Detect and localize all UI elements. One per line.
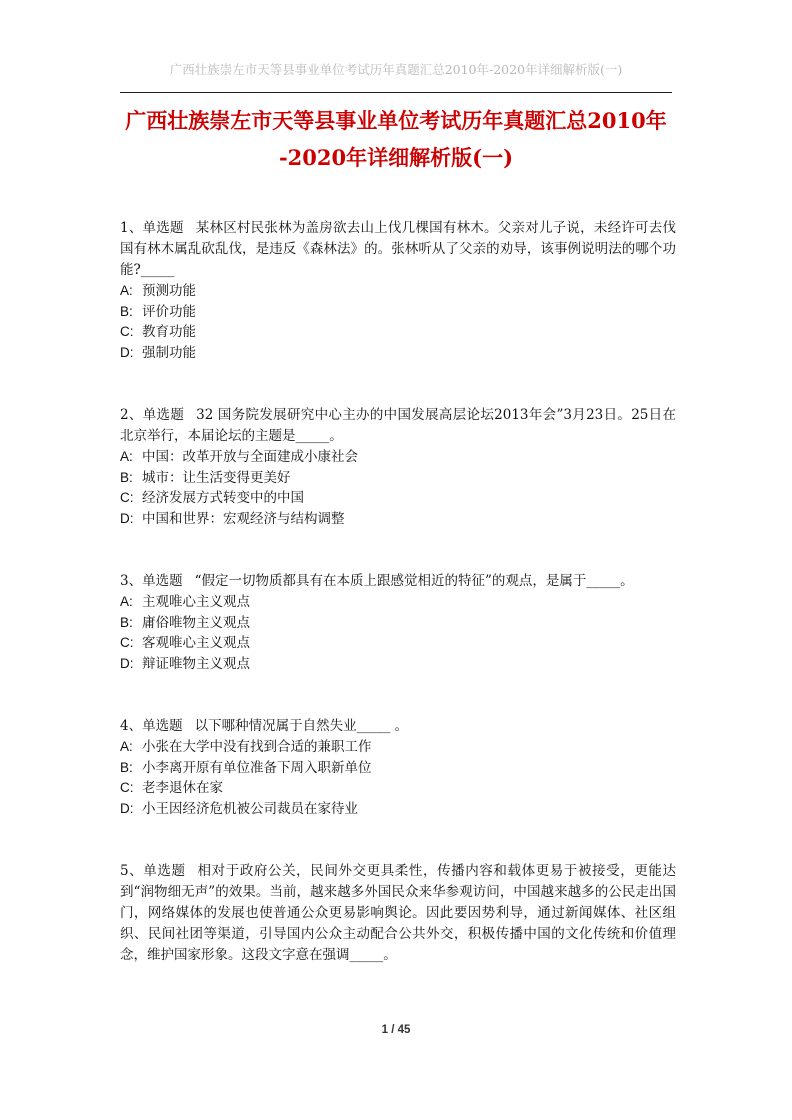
question-stem: 相对于政府公关，民间外交更具柔性，传播内容和载体更易于被接受，更能达到“润物细无声”的效果。当前，越来越多外国民众来华参观访问，中国越来越多的公民走出国门，网络媒体的发展也使普通公众更易影响舆论。因此要因势利导，通过新闻媒体、社区组织、民间社团等渠道，引导国内公众主动配合公共外交，积极传播中国的文化传统和价值理念，维护国家形象。这段文字意在强调_____。 (120, 863, 677, 963)
question-number: 1、单选题 (120, 220, 184, 236)
question-3 (120, 571, 676, 674)
question-number: 5、单选题 (120, 863, 186, 879)
option-d: D: 小王因经济危机被公司裁员在家待业 (120, 800, 358, 817)
question-number: 2、单选题 (120, 407, 185, 423)
option-b: B: 小李离开原有单位准备下周入职新单位 (120, 759, 372, 776)
option-a: A: 小张在大学中没有找到合适的兼职工作 (120, 739, 372, 755)
option-b: B: 城市：让生活变得更美好 (120, 469, 291, 486)
page-number: 1 / 45 (381, 1024, 411, 1036)
question-5 (120, 861, 676, 966)
question-number: 3、单选题 (120, 573, 183, 589)
option-b: B: 庸俗唯物主义观点 (120, 614, 250, 631)
question-text (120, 405, 676, 447)
option-d: D: 强制功能 (120, 344, 196, 361)
option-c: C: 经济发展方式转变中的中国 (120, 490, 304, 506)
option-a: A: 主观唯心主义观点 (120, 594, 250, 610)
option-c: C: 教育功能 (120, 324, 196, 340)
option-a: A: 预测功能 (120, 283, 196, 299)
option-c: C: 客观唯心主义观点 (120, 635, 250, 651)
question-number: 4、单选题 (120, 718, 183, 734)
question-text (120, 861, 676, 966)
title-line-2: -2020年详细解析版(一) (278, 145, 514, 170)
question-stem: 32 国务院发展研究中心主办的中国发展高层论坛2013年会”3月23日。25日在北京举行，本届论坛的主题是_____。 (120, 407, 676, 444)
question-text (120, 716, 676, 737)
option-c: C: 老李退休在家 (120, 780, 223, 796)
question-2 (120, 405, 676, 529)
question-text (120, 571, 676, 592)
option-a: A: 中国：改革开放与全面建成小康社会 (120, 449, 358, 465)
option-b: B: 评价功能 (120, 303, 196, 320)
question-4 (120, 716, 676, 819)
question-stem: 某林区村民张林为盖房欲去山上伐几棵国有林木。父亲对儿子说，未经许可去伐国有林木属乱砍乱伐，是违反《森林法》的。张林听从了父亲的劝导，该事例说明法的哪个功能?_____ (120, 220, 676, 278)
document-title (110, 102, 682, 176)
option-d: D: 中国和世界：宏观经济与结构调整 (120, 510, 345, 527)
question-stem: “假定一切物质都具有在本质上跟感觉相近的特征”的观点，是属于_____。 (194, 573, 634, 589)
option-d: D: 辩证唯物主义观点 (120, 655, 250, 672)
question-stem: 以下哪种情况属于自然失业_____ 。 (194, 718, 409, 734)
title-line-1: 广西壮族崇左市天等县事业单位考试历年真题汇总2010年 (125, 108, 667, 133)
question-1 (120, 218, 676, 363)
header-rule (120, 92, 672, 93)
question-text (120, 218, 676, 281)
running-header: 广西壮族崇左市天等县事业单位考试历年真题汇总2010年-2020年详细解析版(一) (169, 62, 623, 77)
question-list (120, 218, 676, 1008)
